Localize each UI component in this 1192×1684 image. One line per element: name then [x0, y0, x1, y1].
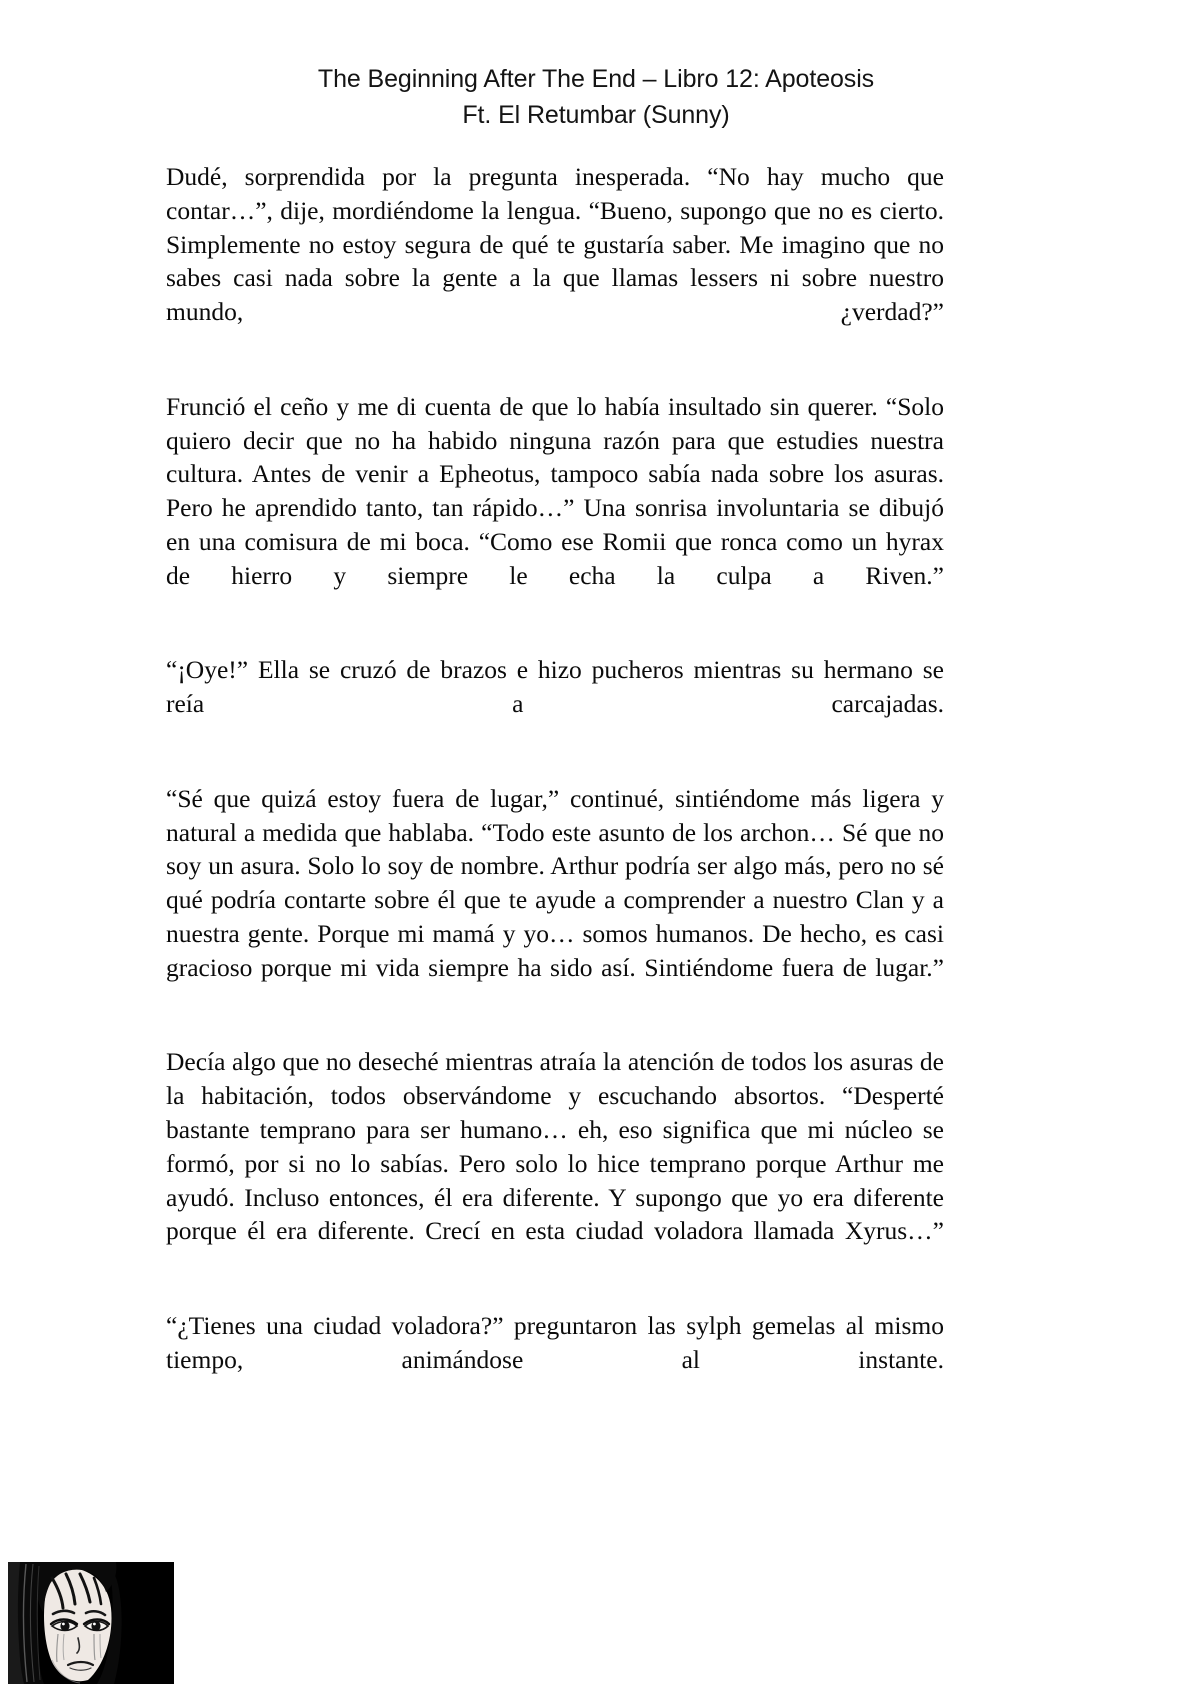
header-subtitle-line: Ft. El Retumbar (Sunny) — [462, 100, 730, 129]
manga-face-icon — [8, 1562, 174, 1684]
paragraph: Dudé, sorprendida por la pregunta inesperada. “No hay mucho que contar…”, dije, mordiéndome la lengua. “Bueno, supongo que no es cierto. Simplemente no estoy segura de qué te gustaría saber. Me imagino que no sabes casi nada sobre la gente a la que llamas lessers ni sobre nuestro mundo, ¿verdad?” — [166, 162, 944, 327]
paragraph: Decía algo que no deseché mientras atraía la atención de todos los asuras de la habitación, todos observándome y escuchando absortos. “Desperté bastante temprano para ser humano… eh, eso significa que mi núcleo se formó, por si no lo sabías. Pero solo lo hice temprano porque Arthur me ayudó. Incluso entonces, él era diferente. Y supongo que yo era diferente porque él era diferente. Crecí en esta ciudad voladora llamada Xyrus…” — [166, 1047, 944, 1246]
paragraph: “¡Oye!” Ella se cruzó de brazos e hizo pucheros mientras su hermano se reía a carcajadas. — [166, 655, 944, 719]
paragraph: Frunció el ceño y me di cuenta de que lo había insultado sin querer. “Solo quiero decir que no ha habido ninguna razón para que estudies nuestra cultura. Antes de venir a Epheotus, tampoco sabía nada sobre los asuras. Pero he aprendido tanto, tan rápido…” Una sonrisa involuntaria se dibujó en una comisura de mi boca. “Como ese Romii que ronca como un hyrax de hierro y siempre le echa la culpa a Riven.” — [166, 391, 944, 590]
document-header — [0, 62, 1192, 133]
header-title-line: The Beginning After The End – Libro 12: Apoteosis — [317, 65, 875, 93]
footer-illustration — [8, 1562, 174, 1684]
body-text-column — [166, 160, 944, 1410]
paragraph: “¿Tienes una ciudad voladora?” preguntaron las sylph gemelas al mismo tiempo, animándose al instante. — [166, 1310, 944, 1374]
paragraph: “Sé que quizá estoy fuera de lugar,” continué, sintiéndome más ligera y natural a medida que hablaba. “Todo este asunto de los archon… Sé que no soy un asura. Solo lo soy de nombre. Arthur podría ser algo más, pero no sé qué podría contarte sobre él que te ayude a comprender a nuestro Clan y a nuestra gente. Porque mi mamá y yo… somos humanos. De hecho, es casi gracioso porque mi vida siempre ha sido así. Sintiéndome fuera de lugar.” — [166, 783, 944, 982]
